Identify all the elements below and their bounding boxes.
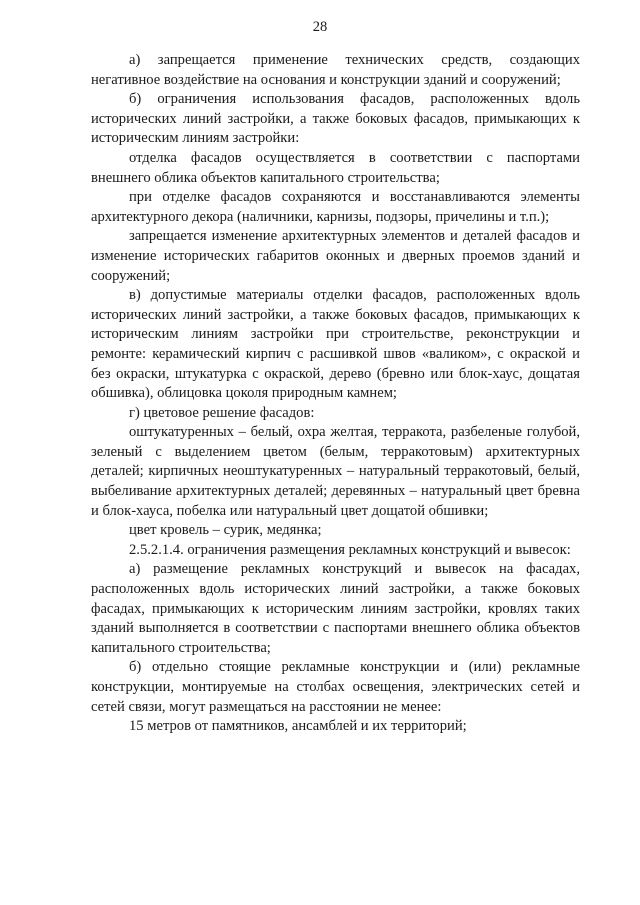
paragraph-advertising-placement: а) размещение рекламных конструкций и вывесок на фасадах, расположенных вдоль исторических линий застройки, а также боковых фасадах, примыкающих к историческим линиям застройки, кровлях таких зданий выполняется в соответствии с паспортами внешнего облика объектов капитального строительства; (91, 561, 580, 656)
paragraph-advertising-restrictions: 2.5.2.1.4. ограничения размещения рекламных конструкций и вывесок: (129, 541, 571, 558)
paragraph-prohibition-technical-means: а) запрещается применение технических средств, создающих негативное воздействие на основания и конструкции зданий и сооружений; (91, 52, 580, 88)
paragraph-facade-colors: оштукатуренных – белый, охра желтая, терракота, разбеленые голубой, зеленый с выделением цветом (белым, терракотовым) архитектурных деталей; кирпичных неоштукатуренных – натуральный терракотовый, белый, выбеливание архитектурных деталей; деревянных – натуральный цвет бревна и блок-хауса, побелка или натуральный цвет дощатой обшивки; (91, 424, 580, 519)
paragraph-color-solution-heading: г) цветовое решение фасадов: (129, 404, 315, 421)
paragraph-architectural-decor: при отделке фасадов сохраняются и восстанавливаются элементы архитектурного декора (наличники, карнизы, подзоры, причелины и т.п.); (91, 189, 580, 225)
paragraph-change-prohibition: запрещается изменение архитектурных элементов и деталей фасадов и изменение исторических габаритов оконных и дверных проемов зданий и сооружений; (91, 228, 580, 284)
paragraph-facade-use-restrictions: б) ограничения использования фасадов, расположенных вдоль исторических линий застройки, а также боковых фасадов, примыкающих к историческим линиям застройки: (91, 91, 580, 147)
paragraph-facade-finishing: отделка фасадов осуществляется в соответствии с паспортами внешнего облика объектов капитального строительства; (91, 149, 580, 186)
paragraph-allowed-materials: в) допустимые материалы отделки фасадов, расположенных вдоль исторических линий застройки, а также боковых фасадов, примыкающих к историческим линиям застройки при строительстве, реконструкции и ремонте: керамический кирпич с расшивкой швов «валиком», с окраской и без окраски, штукатурка с окраской, дерево (бревно или блок-хаус, дощатая обшивка), облицовка цоколя природным камнем; (91, 287, 580, 402)
paragraph-roof-colors: цвет кровель – сурик, медянка; (129, 522, 322, 539)
paragraph-distance-from-monuments: 15 метров от памятников, ансамблей и их территорий; (129, 718, 467, 735)
paragraph-freestanding-advertising: б) отдельно стоящие рекламные конструкции и (или) рекламные конструкции, монтируемые на столбах освещения, электрических сетей и сетей связи, могут размещаться на расстоянии не менее: (91, 659, 580, 715)
document-body (91, 51, 580, 737)
page-number: 28 (312, 19, 328, 35)
